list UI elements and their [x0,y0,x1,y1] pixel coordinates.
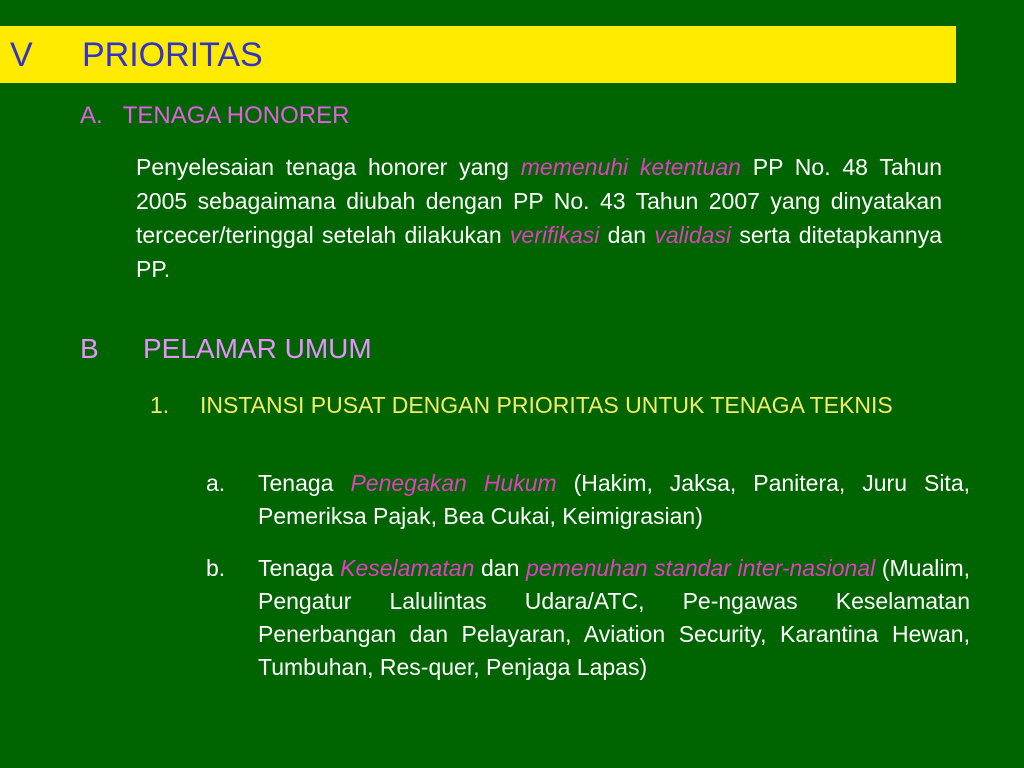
list-item-b-letter: b. [206,555,226,581]
title-number: V [10,36,33,74]
list-item-a-text [258,467,970,533]
section-b-heading: PELAMAR UMUM [143,333,372,364]
item-b-emphasis-2: pemenuhan standar inter-nasional [526,555,876,581]
section-a-heading [80,102,349,130]
section-a-label: A. [80,102,103,129]
item-b-emphasis-1: Keselamatan [340,555,475,581]
para-emphasis-3: validasi [654,222,732,248]
item-a-text-1: Tenaga [258,470,351,496]
section-b-label: B [80,333,99,364]
subsection-1-number: 1. [150,392,170,418]
page-title: PRIORITAS [82,36,263,74]
item-b-text-3: (Mualim, Pengatur Lalulintas Udara/ATC, Pe-ngawas Keselamatan Penerbangan dan Pelayaran, Aviation Security, Karantina Hewan, Tumbuhan, Res-quer, Penjaga Lapas) [258,555,971,680]
subsection-1-text: INSTANSI PUSAT DENGAN PRIORITAS UNTUK TENAGA TEKNIS [200,392,893,418]
item-a-text-2: (Hakim, Jaksa, Panitera, Juru Sita, Pemeriksa Pajak, Bea Cukai, Keimigrasian) [258,470,970,529]
para-text-2: PP No. 48 Tahun 2005 sebagaimana diubah dengan PP No. 43 Tahun 2007 yang dinyatakan tercecer/teringgal setelah dilakukan [136,154,942,248]
item-b-text-1: Tenaga [258,555,341,581]
section-a-paragraph [136,150,942,286]
para-emphasis-2: verifikasi [509,222,600,248]
para-emphasis-1: memenuhi ketentuan [520,154,741,180]
para-text-1: Penyelesaian tenaga honorer yang [136,154,521,180]
list-item-b-text [258,552,970,684]
para-text-3: dan [599,222,655,248]
section-a-title: TENAGA HONORER [122,102,350,129]
para-text-4: serta ditetapkannya PP. [136,222,943,282]
item-b-text-2: dan [474,555,527,581]
list-item-a-letter: a. [206,470,226,496]
item-a-emphasis: Penegakan Hukum [350,470,557,496]
